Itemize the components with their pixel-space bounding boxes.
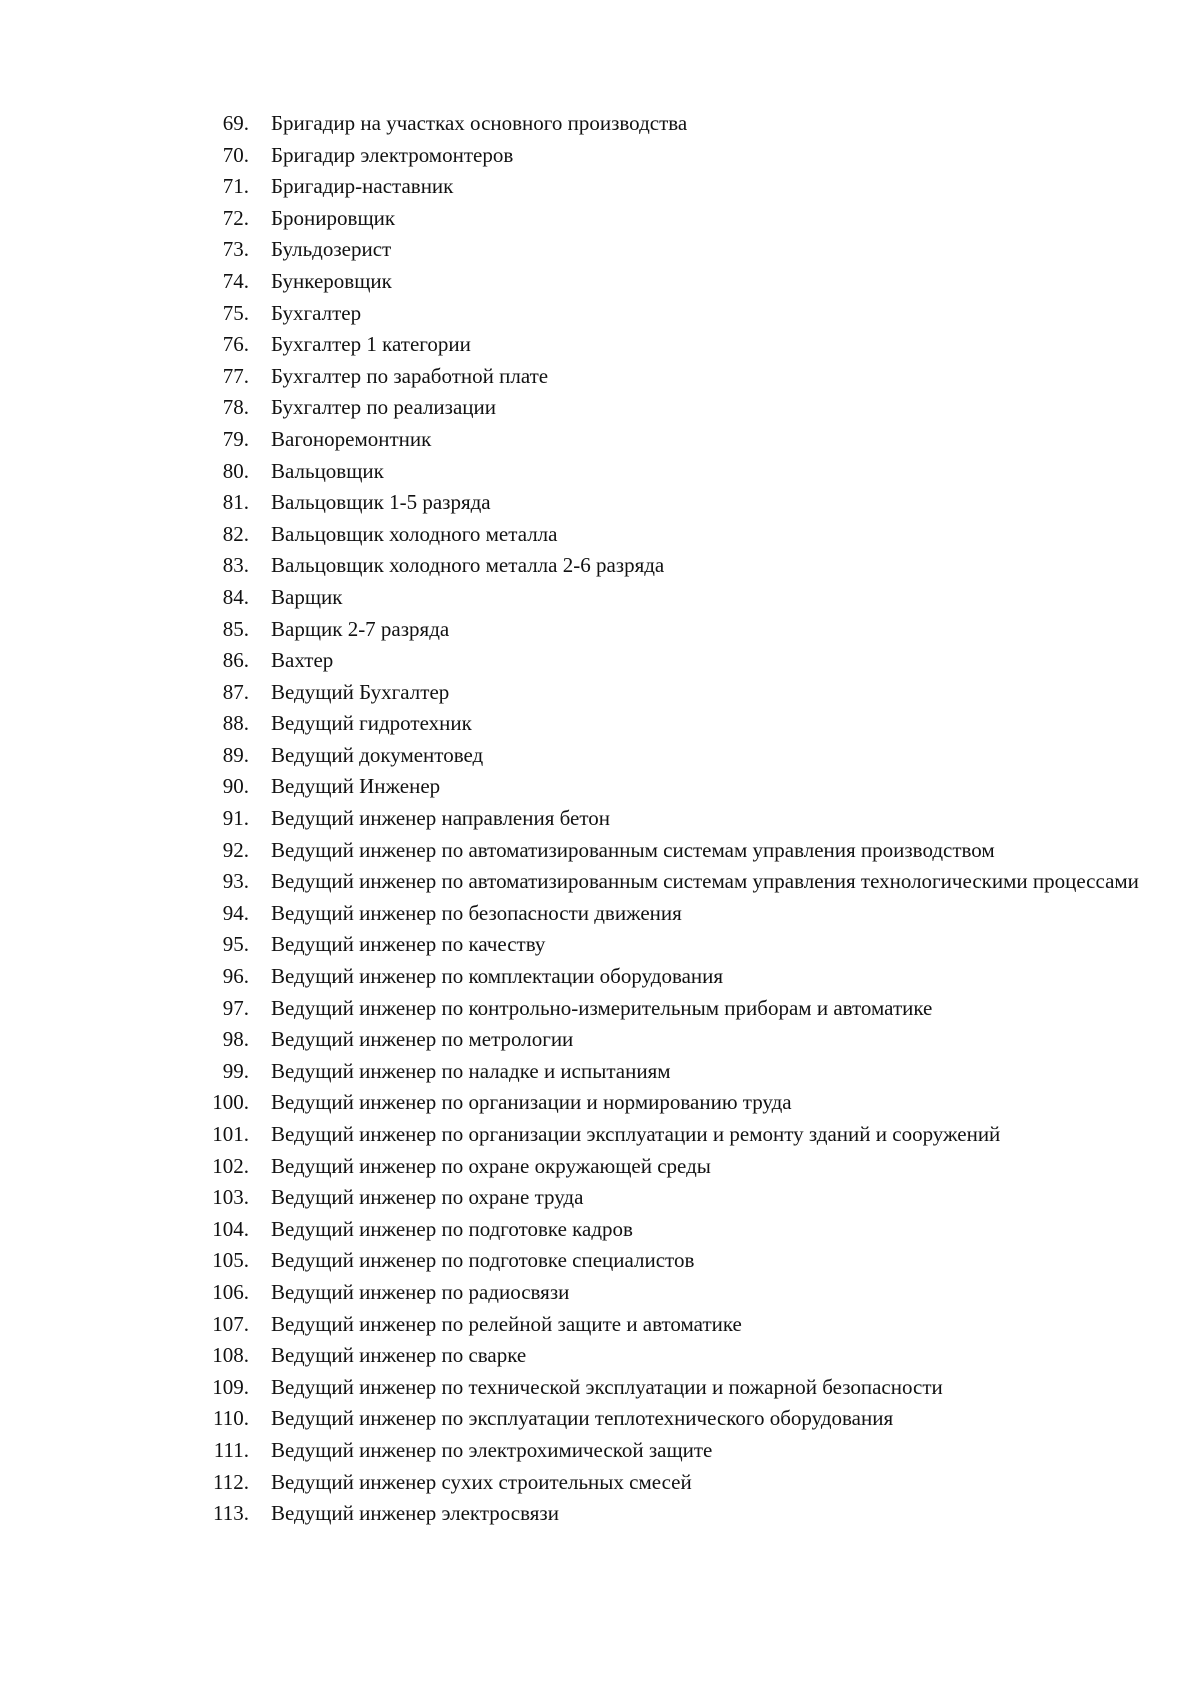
- list-item: [0, 584, 1200, 611]
- item-text: Ведущий инженер по технической эксплуатации и пожарной безопасности: [271, 1374, 943, 1399]
- list-item: [0, 868, 1200, 895]
- list-item: [0, 1184, 1200, 1211]
- list-item: [0, 268, 1200, 295]
- item-text: Бригадир электромонтеров: [271, 142, 514, 167]
- item-number: 77.: [222, 363, 249, 388]
- list-item: [0, 142, 1200, 169]
- item-text: Ведущий Инженер: [271, 774, 441, 799]
- item-text: Ведущий инженер по организации эксплуатации и ремонту зданий и сооружений: [271, 1122, 1001, 1146]
- list-item: [0, 394, 1200, 421]
- item-number: 108.: [212, 1343, 249, 1368]
- item-text: Ведущий инженер по метрологии: [271, 1027, 574, 1052]
- item-number: 87.: [222, 679, 249, 704]
- item-text: Ведущий инженер по охране труда: [271, 1185, 584, 1210]
- item-number: 79.: [222, 426, 249, 451]
- item-text: Вагоноремонтник: [271, 426, 432, 451]
- item-text: Ведущий инженер по организации и нормированию труда: [271, 1090, 792, 1115]
- item-number: 84.: [222, 584, 249, 609]
- list-item: [0, 1058, 1200, 1085]
- list-item: [0, 773, 1200, 800]
- item-number: 88.: [222, 711, 249, 736]
- item-number: 70.: [222, 142, 249, 167]
- item-number: 112.: [213, 1469, 249, 1494]
- item-number: 106.: [212, 1279, 249, 1304]
- position-list: [0, 110, 1200, 1532]
- item-text: Варщик 2-7 разряда: [271, 616, 450, 641]
- list-item: [0, 489, 1200, 516]
- item-number: 90.: [222, 774, 249, 799]
- list-item: [0, 1026, 1200, 1053]
- list-item: [0, 1374, 1200, 1401]
- item-number: 104.: [212, 1216, 249, 1241]
- item-text: Бригадир на участках основного производства: [271, 111, 688, 135]
- item-number: 103.: [212, 1185, 249, 1210]
- list-item: [0, 616, 1200, 643]
- item-number: 92.: [222, 837, 249, 862]
- item-number: 101.: [212, 1122, 249, 1146]
- item-number: 85.: [222, 616, 249, 641]
- list-item: [0, 1247, 1200, 1274]
- list-item: [0, 1500, 1200, 1527]
- item-number: 89.: [222, 742, 249, 767]
- item-number: 96.: [222, 964, 249, 989]
- list-item: [0, 205, 1200, 232]
- item-text: Ведущий документовед: [271, 742, 484, 767]
- item-number: 73.: [222, 237, 249, 262]
- item-text: Ведущий инженер по автоматизированным системам управления технологическими процессами: [271, 869, 1139, 894]
- item-text: Бухгалтер 1 категории: [271, 332, 471, 357]
- list-item: [0, 837, 1200, 864]
- item-number: 75.: [222, 300, 249, 325]
- list-item: [0, 363, 1200, 390]
- item-number: 80.: [222, 458, 249, 483]
- item-text: Ведущий инженер по качеству: [271, 932, 546, 957]
- item-number: 97.: [222, 995, 249, 1020]
- item-text: Ведущий Бухгалтер: [271, 679, 450, 704]
- item-number: 72.: [222, 205, 249, 230]
- item-text: Ведущий инженер по подготовке специалистов: [271, 1248, 695, 1273]
- item-text: Ведущий инженер по наладке и испытаниям: [271, 1058, 671, 1083]
- list-item: [0, 679, 1200, 706]
- item-text: Вахтер: [271, 648, 334, 673]
- list-item: [0, 552, 1200, 579]
- item-number: 74.: [222, 268, 249, 293]
- item-text: Бухгалтер по реализации: [271, 395, 497, 420]
- list-item: [0, 521, 1200, 548]
- item-number: 98.: [222, 1027, 249, 1052]
- list-item: [0, 1216, 1200, 1243]
- list-item: [0, 1469, 1200, 1496]
- list-item: [0, 710, 1200, 737]
- item-number: 107.: [212, 1311, 249, 1336]
- item-text: Бронировщик: [271, 205, 396, 230]
- list-item: [0, 331, 1200, 358]
- list-item: [0, 1153, 1200, 1180]
- list-item: [0, 1311, 1200, 1338]
- item-text: Вальцовщик холодного металла: [271, 521, 558, 546]
- item-text: Бухгалтер: [271, 300, 362, 325]
- list-item: [0, 1342, 1200, 1369]
- item-number: 83.: [222, 553, 249, 578]
- item-text: Ведущий инженер по контрольно-измерительным приборам и автоматике: [271, 995, 933, 1020]
- item-number: 93.: [222, 869, 249, 894]
- list-item: [0, 995, 1200, 1022]
- item-text: Ведущий инженер направления бетон: [271, 806, 611, 831]
- list-item: [0, 300, 1200, 327]
- list-item: [0, 110, 1200, 137]
- item-number: 86.: [222, 648, 249, 673]
- list-item: [0, 1437, 1200, 1464]
- item-text: Ведущий инженер по подготовке кадров: [271, 1216, 633, 1241]
- list-item: [0, 173, 1200, 200]
- item-number: 99.: [222, 1058, 249, 1083]
- item-text: Ведущий инженер электросвязи: [271, 1501, 559, 1526]
- list-item: [0, 1279, 1200, 1306]
- list-item: [0, 742, 1200, 769]
- list-item: [0, 458, 1200, 485]
- item-text: Ведущий гидротехник: [271, 711, 472, 736]
- list-item: [0, 1089, 1200, 1116]
- item-text: Бухгалтер по заработной плате: [271, 363, 549, 388]
- item-number: 100.: [212, 1090, 249, 1115]
- item-text: Ведущий инженер по сварке: [271, 1343, 527, 1368]
- item-number: 94.: [222, 900, 249, 925]
- item-number: 109.: [212, 1374, 249, 1399]
- list-item: [0, 426, 1200, 453]
- list-item: [0, 963, 1200, 990]
- item-text: Ведущий инженер по автоматизированным системам управления производством: [271, 837, 995, 862]
- item-text: Вальцовщик холодного металла 2-6 разряда: [271, 553, 665, 578]
- list-item: [0, 647, 1200, 674]
- list-item: [0, 1405, 1200, 1432]
- item-text: Ведущий инженер по релейной защите и автоматике: [271, 1311, 742, 1336]
- item-text: Ведущий инженер по электрохимической защите: [271, 1437, 713, 1462]
- item-number: 95.: [222, 932, 249, 957]
- item-text: Бункеровщик: [271, 268, 392, 293]
- item-text: Ведущий инженер по эксплуатации теплотехнического оборудования: [271, 1406, 894, 1431]
- item-number: 110.: [213, 1406, 249, 1431]
- item-text: Ведущий инженер по комплектации оборудования: [271, 964, 724, 989]
- item-number: 81.: [222, 490, 249, 515]
- item-number: 105.: [212, 1248, 249, 1273]
- list-item: [0, 931, 1200, 958]
- item-text: Вальцовщик: [271, 458, 384, 483]
- item-number: 78.: [222, 395, 249, 420]
- item-number: 71.: [222, 174, 249, 199]
- list-item: [0, 236, 1200, 263]
- item-number: 76.: [222, 332, 249, 357]
- item-number: 69.: [222, 111, 249, 135]
- item-text: Ведущий инженер по охране окружающей среды: [271, 1153, 711, 1178]
- item-text: Варщик: [271, 584, 343, 609]
- item-text: Ведущий инженер по радиосвязи: [271, 1279, 570, 1304]
- item-number: 113.: [213, 1501, 249, 1526]
- list-item: [0, 805, 1200, 832]
- list-item: [0, 1121, 1200, 1148]
- item-number: 91.: [222, 806, 249, 831]
- item-number: 82.: [222, 521, 249, 546]
- list-item: [0, 900, 1200, 927]
- item-text: Вальцовщик 1-5 разряда: [271, 490, 491, 515]
- item-text: Бригадир-наставник: [271, 174, 454, 199]
- item-number: 102.: [212, 1153, 249, 1178]
- item-text: Ведущий инженер по безопасности движения: [271, 900, 682, 925]
- item-text: Бульдозерист: [271, 237, 392, 262]
- item-text: Ведущий инженер сухих строительных смесей: [271, 1469, 692, 1494]
- item-number: 111.: [213, 1437, 249, 1462]
